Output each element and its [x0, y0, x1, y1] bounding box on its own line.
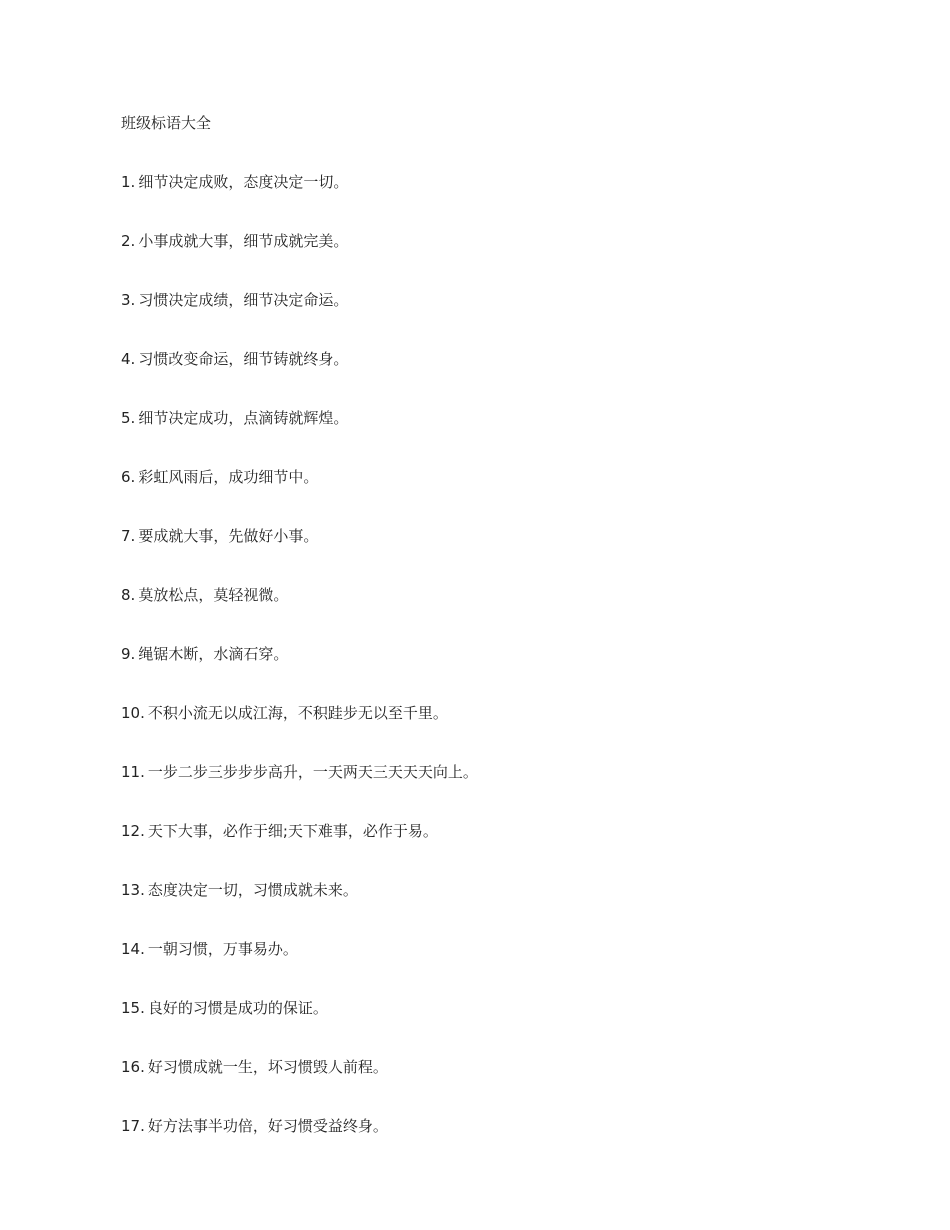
slogan-item [121, 997, 478, 1056]
slogan-number: 16. [121, 1058, 145, 1076]
slogan-text: 要成就大事，先做好小事。 [138, 527, 319, 545]
document-title: 班级标语大全 [121, 114, 212, 132]
slogan-text: 天下大事，必作于细;天下难事，必作于易。 [147, 822, 438, 840]
slogan-text: 好习惯成就一生，坏习惯毁人前程。 [147, 1058, 388, 1076]
slogan-number: 7. [121, 527, 136, 545]
slogan-list [121, 171, 478, 1174]
slogan-text: 好方法事半功倍，好习惯受益终身。 [147, 1117, 388, 1135]
slogan-text: 绳锯木断，水滴石穿。 [138, 645, 289, 663]
slogan-item [121, 407, 478, 466]
slogan-text: 莫放松点，莫轻视微。 [138, 586, 289, 604]
slogan-item [121, 761, 478, 820]
slogan-item [121, 466, 478, 525]
slogan-item [121, 230, 478, 289]
slogan-item [121, 820, 478, 879]
slogan-number: 14. [121, 940, 145, 958]
slogan-text: 习惯决定成绩，细节决定命运。 [138, 291, 349, 309]
slogan-item [121, 1056, 478, 1115]
slogan-number: 13. [121, 881, 145, 899]
slogan-text: 一步二步三步步步高升，一天两天三天天天向上。 [147, 763, 478, 781]
slogan-item [121, 879, 478, 938]
slogan-number: 15. [121, 999, 145, 1017]
slogan-item [121, 643, 478, 702]
slogan-number: 9. [121, 645, 136, 663]
slogan-number: 12. [121, 822, 145, 840]
slogan-text: 良好的习惯是成功的保证。 [147, 999, 328, 1017]
slogan-text: 习惯改变命运，细节铸就终身。 [138, 350, 349, 368]
slogan-number: 1. [121, 173, 136, 191]
slogan-item [121, 938, 478, 997]
slogan-item [121, 1115, 478, 1174]
slogan-item [121, 348, 478, 407]
slogan-number: 11. [121, 763, 145, 781]
slogan-number: 3. [121, 291, 136, 309]
slogan-number: 8. [121, 586, 136, 604]
slogan-number: 5. [121, 409, 136, 427]
slogan-text: 小事成就大事，细节成就完美。 [138, 232, 349, 250]
slogan-item [121, 289, 478, 348]
slogan-item [121, 171, 478, 230]
slogan-number: 10. [121, 704, 145, 722]
slogan-text: 细节决定成败，态度决定一切。 [138, 173, 349, 191]
slogan-text: 态度决定一切，习惯成就未来。 [147, 881, 358, 899]
slogan-item [121, 702, 478, 761]
slogan-text: 细节决定成功，点滴铸就辉煌。 [138, 409, 349, 427]
slogan-number: 2. [121, 232, 136, 250]
slogan-text: 不积小流无以成江海，不积跬步无以至千里。 [147, 704, 448, 722]
slogan-number: 6. [121, 468, 136, 486]
slogan-text: 一朝习惯，万事易办。 [147, 940, 298, 958]
slogan-number: 17. [121, 1117, 145, 1135]
slogan-item [121, 584, 478, 643]
slogan-number: 4. [121, 350, 136, 368]
slogan-text: 彩虹风雨后，成功细节中。 [138, 468, 319, 486]
slogan-item [121, 525, 478, 584]
